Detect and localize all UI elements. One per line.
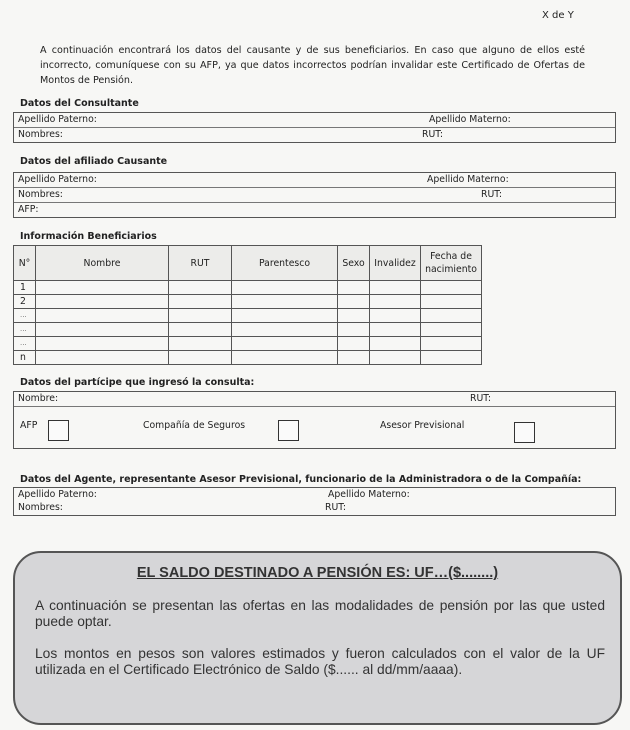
nombre-field[interactable]: Nombre: — [18, 393, 59, 404]
rut-field[interactable]: RUT: — [481, 189, 503, 200]
cell-parentesco[interactable] — [232, 323, 338, 337]
apellido-paterno-field[interactable]: Apellido Paterno: — [18, 174, 97, 185]
cell-nombre[interactable] — [36, 323, 169, 337]
cell-parentesco[interactable] — [232, 295, 338, 309]
cell-nombre[interactable] — [36, 281, 169, 295]
cell-parentesco[interactable] — [232, 337, 338, 351]
header-numero: N° — [14, 246, 36, 281]
apellido-paterno-field[interactable]: Apellido Paterno: — [18, 114, 97, 125]
header-sexo: Sexo — [338, 246, 370, 281]
header-rut: RUT — [169, 246, 232, 281]
cell-sexo[interactable] — [338, 351, 370, 365]
option-compania-label: Compañía de Seguros — [143, 420, 246, 431]
cell-sexo[interactable] — [338, 337, 370, 351]
table-row — [14, 337, 482, 351]
cell-fecha-nacimiento[interactable] — [421, 295, 482, 309]
beneficiarios-table — [13, 245, 482, 365]
saldo-title: EL SALDO DESTINADO A PENSIÓN ES: UF…($........) — [136, 565, 499, 581]
cell-rut[interactable] — [169, 337, 232, 351]
table-header-row — [14, 246, 482, 281]
rut-field[interactable]: RUT: — [422, 129, 444, 140]
cell-parentesco[interactable] — [232, 309, 338, 323]
cell-fecha-nacimiento[interactable] — [421, 337, 482, 351]
rut-field[interactable]: RUT: — [470, 393, 492, 404]
consultante-title: Datos del Consultante — [20, 98, 139, 109]
cell-parentesco[interactable] — [232, 281, 338, 295]
afp-checkbox[interactable] — [48, 420, 69, 441]
cell-invalidez[interactable] — [370, 337, 421, 351]
nombres-field[interactable]: Nombres: — [18, 129, 63, 140]
cell-nombre[interactable] — [36, 309, 169, 323]
row-number: 2 — [14, 295, 36, 309]
cell-invalidez[interactable] — [370, 351, 421, 365]
cell-rut[interactable] — [169, 309, 232, 323]
row-number: ... — [14, 309, 36, 323]
consultante-row-apellidos — [14, 113, 615, 128]
header-fecha-nacimiento: Fecha de nacimiento — [421, 246, 482, 281]
rut-field[interactable]: RUT: — [325, 502, 347, 513]
cell-nombre[interactable] — [36, 351, 169, 365]
row-number: ... — [14, 337, 36, 351]
table-row — [14, 351, 482, 365]
cell-rut[interactable] — [169, 295, 232, 309]
cell-invalidez[interactable] — [370, 309, 421, 323]
header-invalidez: Invalidez — [370, 246, 421, 281]
header-parentesco: Parentesco — [232, 246, 338, 281]
cell-rut[interactable] — [169, 281, 232, 295]
page-number: X de Y — [542, 10, 574, 21]
cell-fecha-nacimiento[interactable] — [421, 351, 482, 365]
cell-sexo[interactable] — [338, 309, 370, 323]
row-number: n — [14, 351, 36, 365]
apellido-materno-field[interactable]: Apellido Materno: — [429, 114, 511, 125]
table-row — [14, 309, 482, 323]
causante-title: Datos del afiliado Causante — [20, 156, 168, 167]
participe-title: Datos del partícipe que ingresó la consulta: — [20, 377, 255, 388]
nombres-field[interactable]: Nombres: — [18, 189, 63, 200]
cell-fecha-nacimiento[interactable] — [421, 281, 482, 295]
intro-paragraph: A continuación encontrará los datos del causante y de sus beneficiarios. En caso que alguno de ellos esté incorrecto, comuníquese con su AFP, ya que datos incorrectos podrían invalidar este Certificado de Ofertas de Montos de Pensión. — [40, 45, 585, 86]
causante-box — [13, 172, 616, 218]
participe-box — [13, 391, 616, 449]
apellido-materno-field[interactable]: Apellido Materno: — [328, 489, 410, 500]
cell-invalidez[interactable] — [370, 323, 421, 337]
cell-invalidez[interactable] — [370, 281, 421, 295]
cell-fecha-nacimiento[interactable] — [421, 309, 482, 323]
table-row — [14, 281, 482, 295]
apellido-materno-field[interactable]: Apellido Materno: — [427, 174, 509, 185]
agente-box — [13, 487, 616, 516]
participe-row-nombre — [14, 392, 615, 407]
saldo-paragraph-ofertas: A continuación se presentan las ofertas en las modalidades de pensión por las que usted puede optar. — [35, 598, 605, 629]
apellido-paterno-field[interactable]: Apellido Paterno: — [18, 489, 97, 500]
compania-seguros-checkbox[interactable] — [278, 420, 299, 441]
consultante-row-nombres — [14, 128, 615, 142]
table-row — [14, 323, 482, 337]
header-nombre: Nombre — [36, 246, 169, 281]
cell-sexo[interactable] — [338, 323, 370, 337]
nombres-field[interactable]: Nombres: — [18, 502, 63, 513]
option-asesor-label: Asesor Previsional — [380, 420, 465, 431]
afp-field[interactable]: AFP: — [18, 204, 39, 215]
cell-sexo[interactable] — [338, 295, 370, 309]
cell-nombre[interactable] — [36, 337, 169, 351]
agente-title: Datos del Agente, representante Asesor Previsional, funcionario de la Administradora o de la Compañía: — [20, 474, 582, 485]
causante-row-apellidos — [14, 173, 615, 188]
cell-rut[interactable] — [169, 351, 232, 365]
cell-invalidez[interactable] — [370, 295, 421, 309]
cell-parentesco[interactable] — [232, 351, 338, 365]
cell-sexo[interactable] — [338, 281, 370, 295]
row-number: ... — [14, 323, 36, 337]
cell-rut[interactable] — [169, 323, 232, 337]
table-row — [14, 295, 482, 309]
row-number: 1 — [14, 281, 36, 295]
causante-row-afp — [14, 203, 615, 217]
cell-nombre[interactable] — [36, 295, 169, 309]
asesor-previsional-checkbox[interactable] — [514, 422, 535, 443]
consultante-box — [13, 112, 616, 143]
beneficiarios-title: Información Beneficiarios — [20, 231, 157, 242]
saldo-box — [13, 551, 622, 725]
causante-row-nombres — [14, 188, 615, 203]
cell-fecha-nacimiento[interactable] — [421, 323, 482, 337]
option-afp-label: AFP — [20, 420, 38, 431]
saldo-paragraph-montos: Los montos en pesos son valores estimados y fueron calculados con el valor de la UF utilizada en el Certificado Electrónico de Saldo ($...... al dd/mm/aaaa). — [35, 646, 605, 677]
